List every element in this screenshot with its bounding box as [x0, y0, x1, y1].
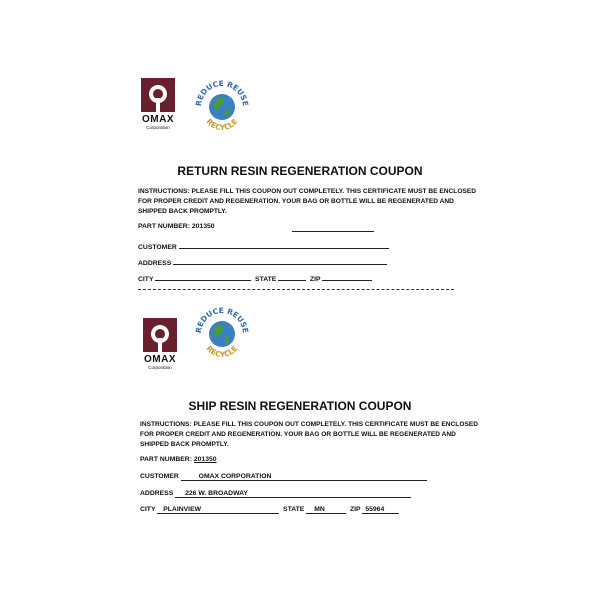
return-zip-label: ZIP	[309, 276, 321, 283]
ship-customer-label: CUSTOMER	[140, 473, 179, 480]
omax-corporation-text: Corporation	[146, 125, 170, 130]
ship-part-number-value: 201350	[193, 456, 217, 463]
ship-city-value: PLAINVIEW	[157, 506, 279, 514]
ship-state-value: MN	[306, 506, 346, 514]
ship-part-number	[140, 456, 217, 463]
return-part-number-label: PART NUMBER: 201350	[138, 223, 215, 230]
omax-mark-icon-2	[143, 318, 177, 352]
omax-mark-icon	[141, 78, 175, 112]
return-customer-field[interactable]	[138, 240, 389, 251]
return-part-number	[138, 223, 215, 230]
return-city-state-zip[interactable]	[138, 272, 372, 283]
ship-address-label: ADDRESS	[140, 490, 174, 497]
return-instructions-line-3: SHIPPED BACK PROMPTLY.	[138, 208, 227, 215]
ship-city-label: CITY	[140, 506, 156, 513]
omax-wordmark-2: OMAX	[144, 354, 176, 365]
return-instructions-line-1: INSTRUCTIONS: PLEASE FILL THIS COUPON OUT COMPLETELY. THIS CERTIFICATE MUST BE ENCLOSED	[138, 188, 477, 195]
svg-text:REDUCE REUSE: REDUCE REUSE	[193, 305, 251, 334]
return-address-field[interactable]	[138, 256, 387, 267]
ship-customer-value: OMAX CORPORATION	[181, 473, 427, 481]
omax-corporation-text-2: Corporation	[148, 365, 172, 370]
omax-wordmark: OMAX	[142, 114, 174, 125]
return-instructions-line-2: FOR PROPER CREDIT AND REGENERATION. YOUR BAG OR BOTTLE WILL BE REGENERATED AND	[138, 198, 454, 205]
ship-city-state-zip[interactable]	[140, 506, 399, 514]
ship-address-field[interactable]	[140, 490, 411, 498]
ship-instructions-line-1: INSTRUCTIONS: PLEASE FILL THIS COUPON OUT COMPLETELY. THIS CERTIFICATE MUST BE ENCLOSED	[140, 421, 479, 428]
ship-part-number-label: PART NUMBER:	[140, 456, 192, 463]
ship-coupon-title: SHIP RESIN REGENERATION COUPON	[188, 399, 412, 413]
ship-instructions-line-2: FOR PROPER CREDIT AND REGENERATION. YOUR BAG OR BOTTLE WILL BE REGENERATED AND	[140, 431, 456, 438]
return-state-label: STATE	[255, 276, 277, 283]
recycle-globe-icon	[193, 78, 251, 136]
ship-state-label: STATE	[283, 506, 305, 513]
cut-line	[138, 289, 454, 290]
svg-text:RECYCLE: RECYCLE	[204, 343, 240, 360]
return-part-blank[interactable]	[292, 223, 374, 234]
return-city-label: CITY	[138, 276, 154, 283]
ship-instructions-line-3: SHIPPED BACK PROMPTLY.	[140, 441, 229, 448]
omax-logo-2	[140, 318, 180, 370]
omax-logo	[138, 78, 178, 130]
svg-text:REDUCE REUSE: REDUCE REUSE	[193, 78, 251, 107]
ship-customer-field[interactable]	[140, 473, 427, 481]
ship-zip-label: ZIP	[349, 506, 361, 513]
return-coupon-title: RETURN RESIN REGENERATION COUPON	[177, 164, 423, 178]
svg-text:RECYCLE: RECYCLE	[204, 116, 240, 133]
ship-zip-value: 55964	[362, 506, 399, 514]
ship-address-value: 226 W. BROADWAY	[175, 490, 411, 498]
return-address-label: ADDRESS	[138, 260, 172, 267]
return-customer-label: CUSTOMER	[138, 244, 177, 251]
recycle-globe-icon-2	[193, 305, 251, 363]
